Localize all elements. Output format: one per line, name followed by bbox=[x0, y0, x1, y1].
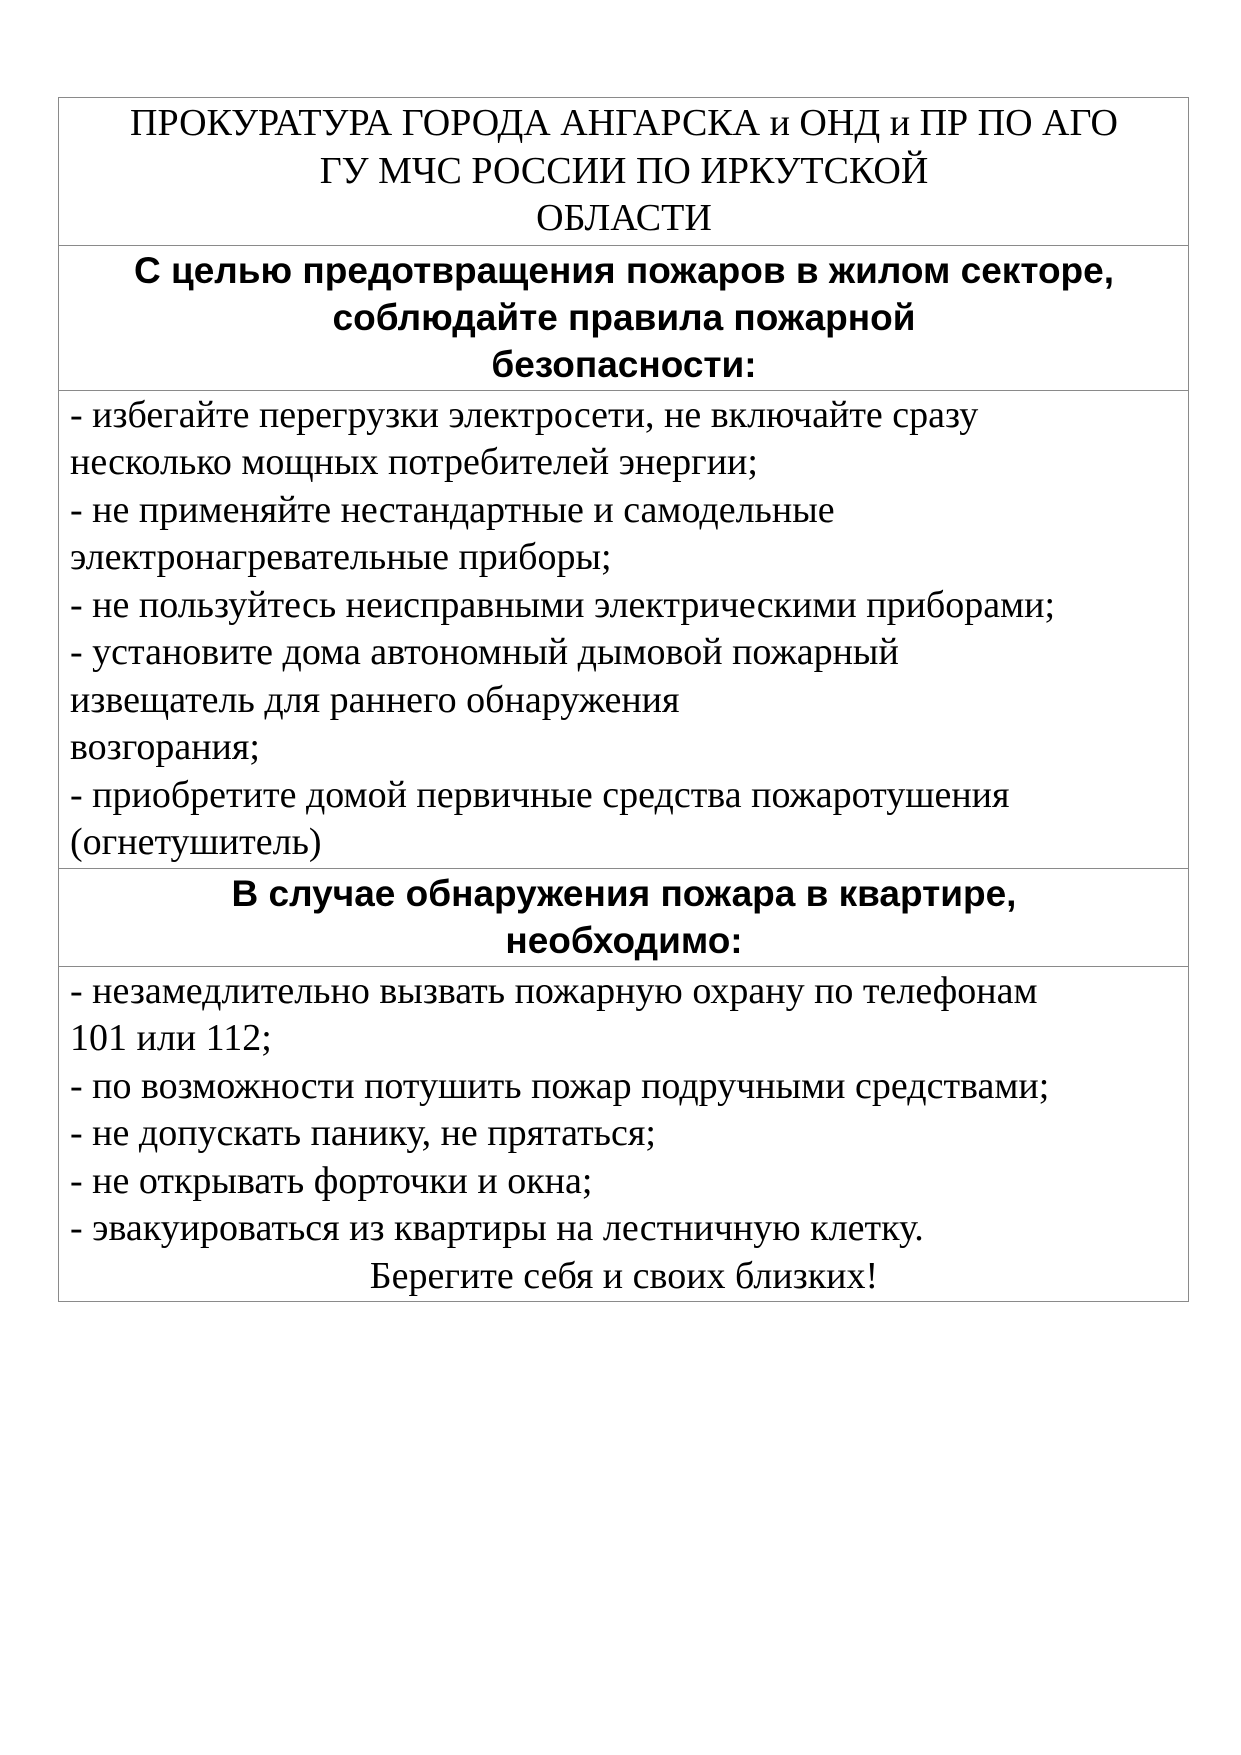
rule-line: - избегайте перегрузки электросети, не включайте сразу bbox=[70, 393, 979, 436]
rule-line: - приобретите домой первичные средства пожаротушения bbox=[70, 773, 1010, 816]
emergency-actions bbox=[59, 966, 1189, 1302]
action-line: - не допускать панику, не прятаться; bbox=[70, 1112, 656, 1154]
rule-line: возгорания; bbox=[70, 726, 260, 768]
closing-message: Берегите себя и своих близких! bbox=[369, 1254, 879, 1297]
prevention-heading-line-1: С целью предотвращения пожаров в жилом секторе, bbox=[133, 249, 1115, 291]
rule-line: извещатель для раннего обнаружения bbox=[70, 678, 680, 721]
rule-line: (огнетушитель) bbox=[70, 821, 322, 863]
rule-line: - не применяйте нестандартные и самодельные bbox=[70, 488, 835, 531]
authority-header bbox=[59, 98, 1189, 246]
action-line: - незамедлительно вызвать пожарную охрану по телефонам bbox=[70, 969, 1038, 1012]
action-line: 101 или 112; bbox=[70, 1017, 272, 1059]
emergency-heading-line-2: необходимо: bbox=[505, 919, 743, 961]
rule-line: несколько мощных потребителей энергии; bbox=[70, 441, 758, 483]
action-line: - по возможности потушить пожар подручными средствами; bbox=[70, 1064, 1050, 1107]
action-line: - эвакуироваться из квартиры на лестничную клетку. bbox=[70, 1207, 924, 1249]
emergency-heading-line-1: В случае обнаружения пожара в квартире, bbox=[231, 872, 1017, 914]
prevention-rules bbox=[59, 390, 1189, 868]
prevention-heading-line-2: соблюдайте правила пожарной bbox=[332, 296, 916, 338]
fire-safety-notice bbox=[58, 97, 1189, 1302]
emergency-heading bbox=[59, 868, 1189, 966]
prevention-heading bbox=[59, 245, 1189, 390]
prevention-heading-line-3: безопасности: bbox=[491, 343, 757, 385]
authority-line-2: ГУ МЧС РОССИИ ПО ИРКУТСКОЙ bbox=[319, 149, 929, 192]
rule-line: - не пользуйтесь неисправными электрическими приборами; bbox=[70, 583, 1056, 626]
rule-line: - установите дома автономный дымовой пожарный bbox=[70, 631, 899, 673]
rule-line: электронагревательные приборы; bbox=[70, 536, 612, 578]
action-line: - не открывать форточки и окна; bbox=[70, 1159, 593, 1202]
authority-line-1: ПРОКУРАТУРА ГОРОДА АНГАРСКА и ОНД и ПР ПО АГО bbox=[130, 102, 1118, 144]
authority-line-3: ОБЛАСТИ bbox=[536, 197, 712, 239]
